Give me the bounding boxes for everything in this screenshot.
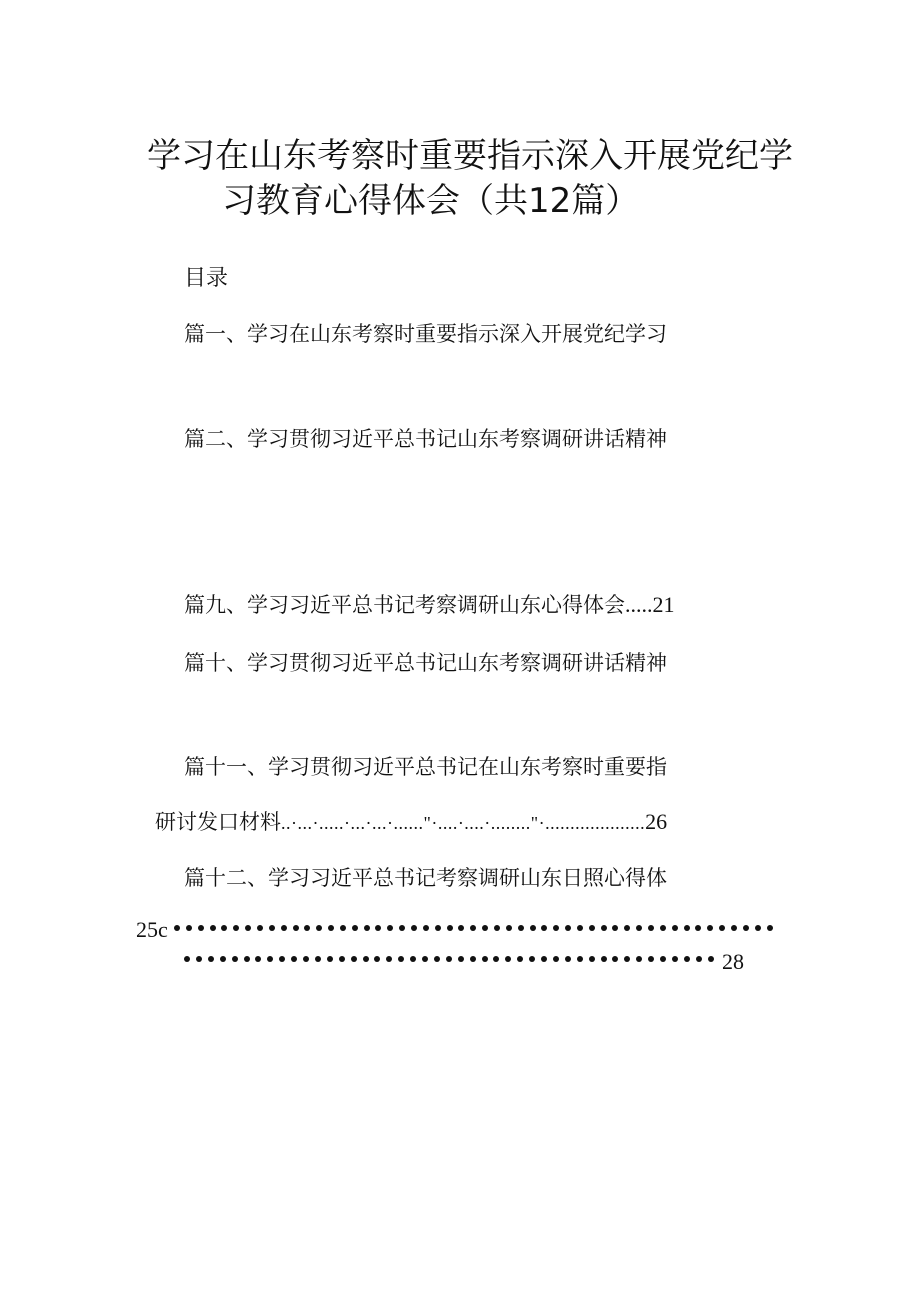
leader-dot (255, 956, 261, 962)
leader-dot (316, 925, 322, 931)
leader-dot (505, 956, 511, 962)
leader-dot (458, 956, 464, 962)
leader-dot (612, 925, 618, 931)
leader-dot (684, 956, 690, 962)
leader-dot (198, 925, 204, 931)
leader-dot (660, 925, 666, 931)
leader-dot (493, 956, 499, 962)
leader-dot (601, 925, 607, 931)
leader-dot (672, 925, 678, 931)
leader-dot (374, 956, 380, 962)
leader-dot (482, 956, 488, 962)
leader-dot (755, 925, 761, 931)
leader-dot (684, 925, 690, 931)
toc-heading: 目录 (184, 266, 229, 291)
leader-dot (281, 925, 287, 931)
leader-dot (446, 956, 452, 962)
leader-dot (339, 956, 345, 962)
leader-dot (315, 956, 321, 962)
leader-dot (612, 956, 618, 962)
leader-dot (220, 956, 226, 962)
leader-dot (695, 925, 701, 931)
leader-dot (707, 925, 713, 931)
toc-entry-10[interactable]: 篇十、学习贯彻习近平总书记山东考察调研讲话精神 (184, 651, 667, 675)
leader-dot (232, 956, 238, 962)
leader-dot (196, 956, 202, 962)
toc-entry-2[interactable]: 篇二、学习贯彻习近平总书记山东考察调研讲话精神 (184, 427, 667, 451)
leader-dot (386, 956, 392, 962)
leader-dot (387, 925, 393, 931)
toc-entry-9-page: 21 (652, 592, 675, 617)
leader-dot (186, 925, 192, 931)
toc-entry-9-text: 篇九、学习习近平总书记考察调研山东心得体会 (184, 593, 625, 617)
leader-dot (518, 925, 524, 931)
leader-dot (363, 956, 369, 962)
leader-dot (269, 925, 275, 931)
leader-dot (636, 925, 642, 931)
toc-entry-11-continued[interactable] (155, 808, 667, 837)
leader-dot (541, 925, 547, 931)
toc-entry-11-leader: ..·...·.....·...·...·......"·....·....·........"·.................... (281, 813, 646, 833)
toc-entry-11-page: 26 (645, 809, 668, 834)
leader-dot (244, 956, 250, 962)
leader-dot (279, 956, 285, 962)
toc-entry-12-leader-row-2 (184, 956, 720, 966)
leader-dot (398, 956, 404, 962)
leader-dot (340, 925, 346, 931)
leader-dot (660, 956, 666, 962)
leader-dot (494, 925, 500, 931)
leader-dot (458, 925, 464, 931)
toc-entry-11[interactable]: 篇十一、学习贯彻习近平总书记在山东考察时重要指 (184, 755, 667, 779)
leader-dot (743, 925, 749, 931)
leader-dot (636, 956, 642, 962)
toc-entry-12-page: 28 (722, 949, 744, 974)
toc-entry-12[interactable]: 篇十二、学习习近平总书记考察调研山东日照心得体 (184, 866, 667, 890)
leader-dot (530, 925, 536, 931)
leader-dot (565, 956, 571, 962)
leader-dot (672, 956, 678, 962)
leader-dot (410, 956, 416, 962)
leader-dot (506, 925, 512, 931)
leader-dot (601, 956, 607, 962)
leader-dot (577, 956, 583, 962)
leader-dot (411, 925, 417, 931)
leader-dot (257, 925, 263, 931)
leader-dot (624, 925, 630, 931)
leader-dot (589, 925, 595, 931)
leader-dot (541, 956, 547, 962)
toc-entry-12-leader-row-1 (174, 925, 790, 935)
leader-dot (470, 956, 476, 962)
leader-dot (517, 956, 523, 962)
leader-dot (303, 956, 309, 962)
toc-entry-12-prefix: 25c (136, 917, 168, 942)
leader-dot (589, 956, 595, 962)
leader-dot (233, 925, 239, 931)
leader-dot (435, 925, 441, 931)
leader-dot (352, 925, 358, 931)
leader-dot (291, 956, 297, 962)
leader-dot (577, 925, 583, 931)
leader-dot (553, 925, 559, 931)
leader-dot (375, 925, 381, 931)
leader-dot (648, 956, 654, 962)
leader-dot (423, 925, 429, 931)
leader-dot (470, 925, 476, 931)
leader-dot (565, 925, 571, 931)
toc-entry-1[interactable]: 篇一、学习在山东考察时重要指示深入开展党纪学习 (184, 322, 667, 346)
leader-dot (529, 956, 535, 962)
leader-dot (696, 956, 702, 962)
leader-dot (327, 956, 333, 962)
leader-dot (364, 925, 370, 931)
leader-dot (719, 925, 725, 931)
leader-dot (447, 925, 453, 931)
leader-dot (245, 925, 251, 931)
document-title-line-1: 学习在山东考察时重要指示深入开展党纪学 (147, 136, 793, 176)
leader-dot (210, 925, 216, 931)
leader-dot (293, 925, 299, 931)
leader-dot (304, 925, 310, 931)
leader-dot (731, 925, 737, 931)
leader-dot (267, 956, 273, 962)
leader-dot (184, 956, 190, 962)
leader-dot (399, 925, 405, 931)
leader-dot (482, 925, 488, 931)
leader-dot (708, 956, 714, 962)
toc-entry-9[interactable] (184, 591, 675, 619)
leader-dot (553, 956, 559, 962)
toc-entry-9-leader: ..... (625, 592, 653, 617)
leader-dot (351, 956, 357, 962)
toc-entry-11-continued-text: 研讨发口材料 (155, 810, 281, 834)
leader-dot (648, 925, 654, 931)
leader-dot (767, 925, 773, 931)
document-title-line-2: 习教育心得体会（共12篇） (222, 181, 640, 221)
leader-dot (174, 925, 180, 931)
leader-dot (221, 925, 227, 931)
leader-dot (422, 956, 428, 962)
leader-dot (208, 956, 214, 962)
leader-dot (624, 956, 630, 962)
leader-dot (434, 956, 440, 962)
leader-dot (328, 925, 334, 931)
